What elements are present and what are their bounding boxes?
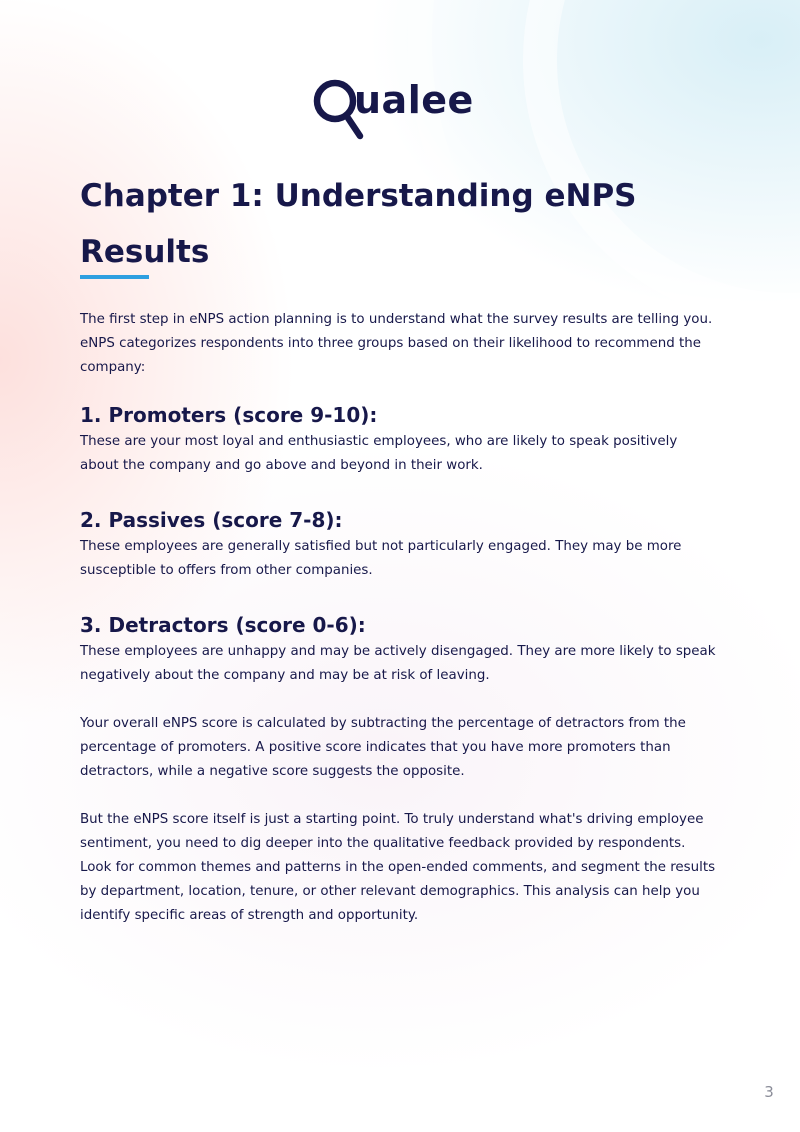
page-number: 3 bbox=[764, 1083, 774, 1101]
chapter-content bbox=[80, 308, 720, 928]
analysis-paragraph: But the eNPS score itself is just a starting point. To truly understand what's driving employee sentiment, you need to dig deeper into the qualitative feedback provided by respondents. Look for common themes and patterns in the open-ended comments, and segment the results by department, location, tenure, or other relevant demographics. This analysis can help you identify specific areas of strength and opportunity. bbox=[80, 812, 716, 923]
logo-wordmark: ualee bbox=[354, 78, 474, 122]
intro-paragraph: The first step in eNPS action planning is to understand what the survey results are telling you. eNPS categorizes respondents into three groups based on their likelihood to recommend the company: bbox=[80, 312, 713, 375]
passives-description: These employees are generally satisfied but not particularly engaged. They may be more susceptible to offers from other companies. bbox=[80, 539, 682, 578]
detractors-heading: 3. Detractors (score 0-6): bbox=[80, 613, 366, 637]
score-calculation-paragraph: Your overall eNPS score is calculated by subtracting the percentage of detractors from the percentage of promoters. A positive score indicates that you have more promoters than detractors, while a negative score suggests the opposite. bbox=[80, 716, 686, 779]
detractors-description: These employees are unhappy and may be actively disengaged. They are more likely to speak negatively about the company and may be at risk of leaving. bbox=[80, 644, 716, 683]
chapter-title: Chapter 1: Understanding eNPS Results bbox=[80, 178, 637, 270]
promoters-heading: 1. Promoters (score 9-10): bbox=[80, 403, 378, 427]
passives-heading: 2. Passives (score 7-8): bbox=[80, 508, 343, 532]
promoters-description: These are your most loyal and enthusiastic employees, who are likely to speak positively about the company and go above and beyond in their work. bbox=[80, 434, 678, 473]
title-underline bbox=[80, 275, 149, 279]
qualee-logo bbox=[312, 78, 492, 142]
